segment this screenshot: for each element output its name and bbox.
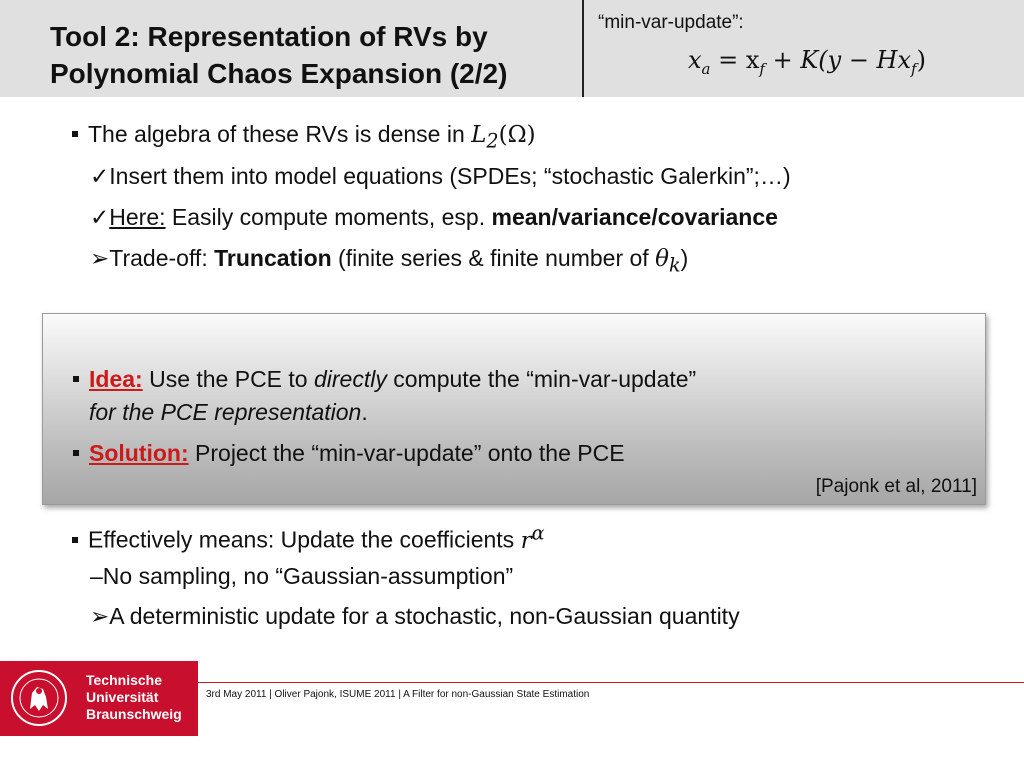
arrowhead-bullet-icon: ➢ xyxy=(90,603,110,629)
square-bullet-icon xyxy=(72,537,78,543)
r-alpha-math: $r^\alpha$ xyxy=(520,521,545,554)
citation: [Pajonk et al, 2011] xyxy=(815,476,977,497)
title-line-2: Polynomial Chaos Expansion (2/2) xyxy=(50,58,508,89)
title-line-1: Tool 2: Representation of RVs by xyxy=(50,21,488,52)
bullet-compute-moments: ✓Here: Easily compute moments, esp. mean/variance/covariance xyxy=(90,204,778,230)
bullet-effectively-means: Effectively means: Update the coefficients $r^\alpha$ xyxy=(72,521,545,554)
idea-continuation: for the PCE representation. xyxy=(89,399,368,425)
bullet-trade-off: ➢Trade-off: Truncation (finite series & finite number of $\theta_k$) xyxy=(90,245,689,277)
bullet-solution: Solution: Project the “min-var-update” onto the PCE xyxy=(73,440,625,467)
arrowhead-bullet-icon: ➢ xyxy=(90,245,110,271)
bullet-no-sampling: –No sampling, no “Gaussian-assumption” xyxy=(90,563,514,589)
header-divider xyxy=(582,0,584,97)
bullet-insert-model: ✓Insert them into model equations (SPDEs; “stochastic Galerkin”;…) xyxy=(90,163,791,189)
university-seal-icon xyxy=(10,669,68,727)
idea-solution-box xyxy=(42,313,986,505)
theta-k-math: $\theta_k$ xyxy=(655,246,681,277)
square-bullet-icon xyxy=(72,131,78,137)
footer-divider xyxy=(198,682,1024,683)
tu-braunschweig-logo xyxy=(0,661,198,736)
bullet-dense-algebra: The algebra of these RVs is dense in $L_2(\Omega)$ xyxy=(72,121,536,153)
l2-omega-math: $L_2(\Omega)$ xyxy=(471,122,536,153)
bullet-deterministic-update: ➢A deterministic update for a stochastic, non-Gaussian quantity xyxy=(90,603,740,629)
checkmark-icon: ✓ xyxy=(90,204,110,230)
checkmark-icon: ✓ xyxy=(90,163,110,189)
logo-wordmark: Technische Universität Braunschweig xyxy=(86,672,182,722)
bullet-idea: Idea: Use the PCE to directly compute the “min-var-update” xyxy=(73,366,696,393)
dash-bullet-icon: – xyxy=(90,563,103,589)
slide-header xyxy=(0,0,1024,97)
formula-label: “min-var-update”: xyxy=(598,12,744,33)
square-bullet-icon xyxy=(73,450,79,456)
footer-text: 3rd May 2011 | Oliver Pajonk, ISUME 2011 | A Filter for non-Gaussian State Estimation xyxy=(206,689,590,700)
min-var-update-formula: $x_a = x_f + K(y - Hx_f)$ xyxy=(688,46,926,78)
slide-title xyxy=(50,18,507,92)
square-bullet-icon xyxy=(73,376,79,382)
